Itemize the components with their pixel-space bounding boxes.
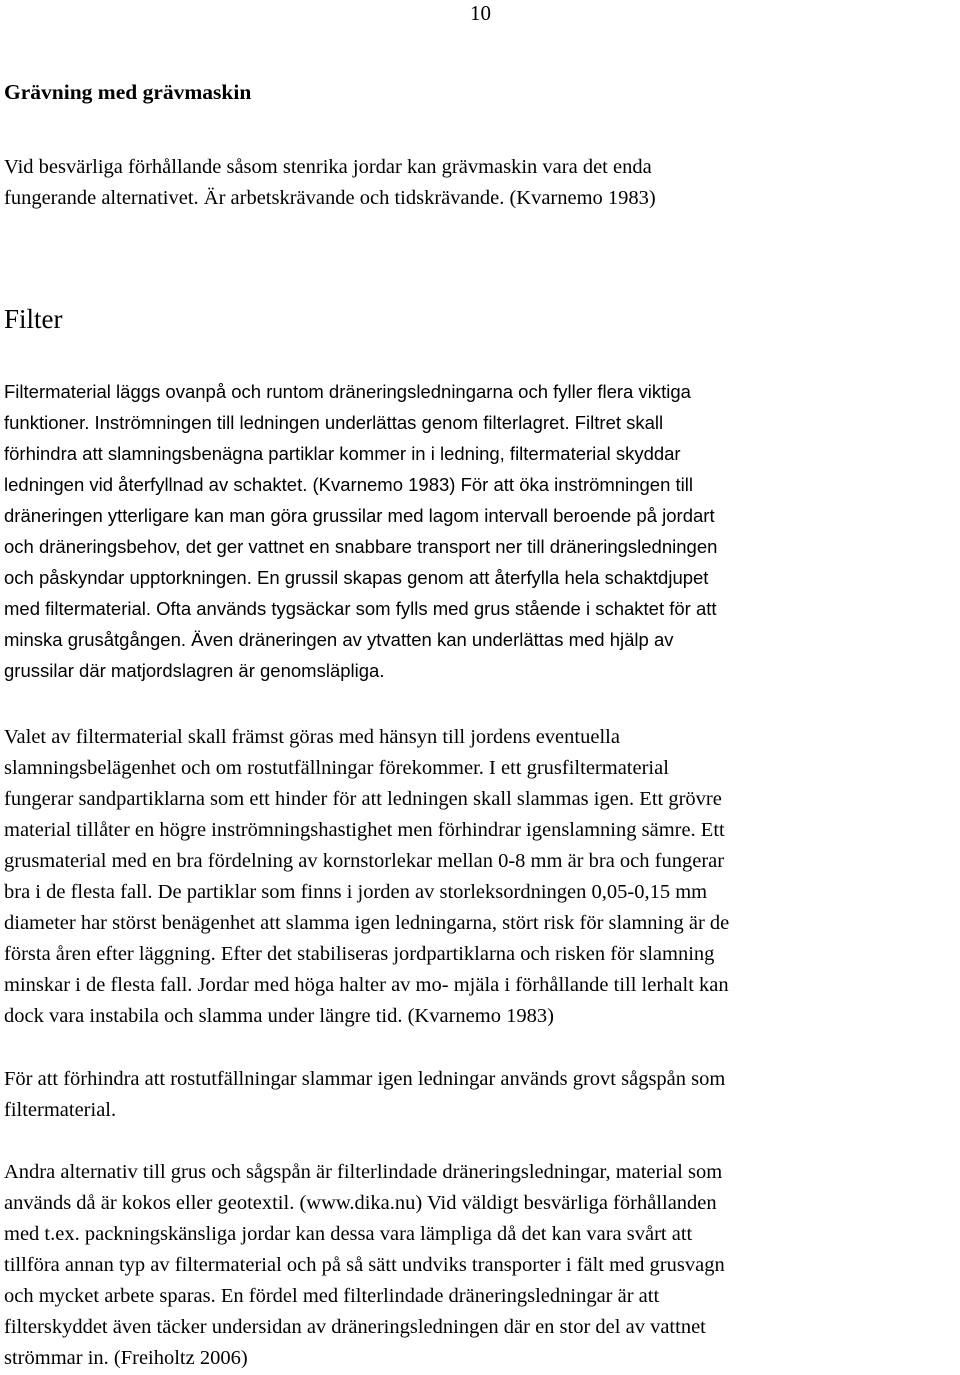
paragraph-filter-3 [4, 1064, 725, 1126]
paragraph-line: bra i de flesta fall. De partiklar som finns i jorden av storleksordningen 0,05-0,15 mm [4, 881, 708, 903]
paragraph-filter-1 [4, 376, 717, 686]
paragraph-line: och påskyndar upptorkningen. En grussil skapas genom att återfylla hela schaktdjupet [4, 567, 709, 588]
paragraph-line: grussilar där matjordslagren är genomsläpliga. [4, 660, 385, 681]
paragraph-line: slamningsbelägenhet och om rostutfällningar förekommer. I ett grusfiltermaterial [4, 757, 669, 779]
paragraph-line: filtermaterial. [4, 1099, 117, 1121]
paragraph-line: fungerar sandpartiklarna som ett hinder för att ledningen skall slammas igen. Ett grövre [4, 788, 722, 810]
paragraph-line: fungerande alternativet. Är arbetskrävande och tidskrävande. (Kvarnemo 1983) [4, 187, 656, 209]
paragraph-line: tillföra annan typ av filtermaterial och på så sätt undviks transporter i fält med grusvagn [4, 1254, 725, 1276]
paragraph-gravning [4, 152, 656, 214]
section-heading-filter: Filter [4, 304, 63, 334]
paragraph-line: och mycket arbete sparas. En fördel med filterlindade dräneringsledningar är att [4, 1285, 660, 1307]
paragraph-line: med filtermaterial. Ofta används tygsäckar som fylls med grus stående i schaktet för att [4, 598, 717, 619]
paragraph-line: dräneringen ytterligare kan man göra grussilar med lagom intervall beroende på jordart [4, 505, 715, 526]
paragraph-line: diameter har störst benägenhet att slamma igen ledningarna, stört risk för slamning är de [4, 912, 730, 934]
paragraph-filter-2 [4, 722, 729, 1032]
paragraph-line: med t.ex. packningskänsliga jordar kan dessa vara lämpliga då det kan vara svårt att [4, 1223, 693, 1245]
paragraph-line: minska grusåtgången. Även dräneringen av ytvatten kan underlättas med hjälp av [4, 629, 674, 650]
section-heading-gravning: Grävning med grävmaskin [4, 80, 252, 104]
paragraph-line: Vid besvärliga förhållande såsom stenrika jordar kan grävmaskin vara det enda [4, 156, 652, 178]
paragraph-line: grusmaterial med en bra fördelning av kornstorlekar mellan 0-8 mm är bra och fungerar [4, 850, 725, 872]
paragraph-line: funktioner. Inströmningen till ledningen underlättas genom filterlagret. Filtret skall [4, 412, 664, 433]
paragraph-line: strömmar in. (Freiholtz 2006) [4, 1347, 248, 1369]
paragraph-line: används då är kokos eller geotextil. (www.dika.nu) Vid väldigt besvärliga förhållanden [4, 1192, 717, 1214]
paragraph-line: För att förhindra att rostutfällningar slammar igen ledningar används grovt sågspån som [4, 1068, 726, 1090]
paragraph-line: förhindra att slamningsbenägna partiklar kommer in i ledning, filtermaterial skyddar [4, 443, 681, 464]
paragraph-line: material tillåter en högre inströmningshastighet men förhindrar igenslamning sämre. Ett [4, 819, 725, 841]
paragraph-line: filterskyddet även täcker undersidan av dräneringsledningen där en stor del av vattnet [4, 1316, 706, 1338]
paragraph-line: Andra alternativ till grus och sågspån är filterlindade dräneringsledningar, material som [4, 1161, 723, 1183]
paragraph-line: Filtermaterial läggs ovanpå och runtom dräneringsledningarna och fyller flera viktiga [4, 381, 691, 402]
paragraph-filter-4 [4, 1157, 725, 1374]
paragraph-line: minskar i de flesta fall. Jordar med höga halter av mo- mjäla i förhållande till lerhalt kan [4, 974, 729, 996]
page-number: 10 [470, 1, 491, 25]
paragraph-line: Valet av filtermaterial skall främst göras med hänsyn till jordens eventuella [4, 726, 620, 748]
paragraph-line: och dräneringsbehov, det ger vattnet en snabbare transport ner till dräneringsledningen [4, 536, 718, 557]
paragraph-line: första åren efter läggning. Efter det stabiliseras jordpartiklarna och risken för slamning [4, 943, 715, 965]
paragraph-line: ledningen vid återfyllnad av schaktet. (Kvarnemo 1983) För att öka inströmningen till [4, 474, 693, 495]
paragraph-line: dock vara instabila och slamma under längre tid. (Kvarnemo 1983) [4, 1005, 554, 1027]
